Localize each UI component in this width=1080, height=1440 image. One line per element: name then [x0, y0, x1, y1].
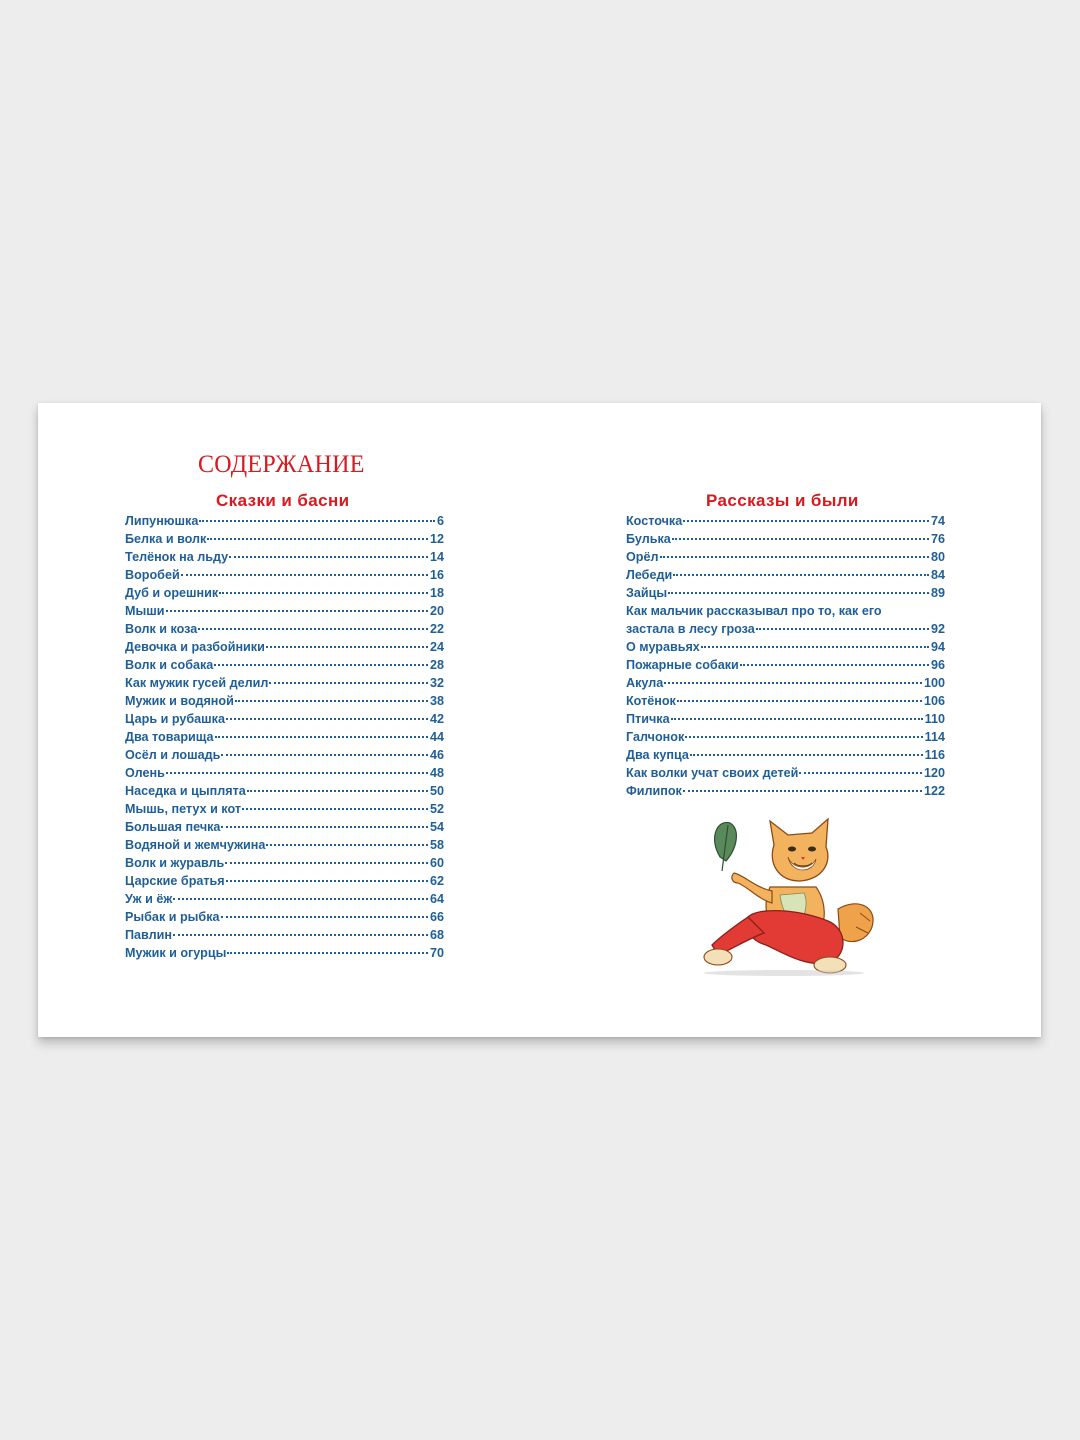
- dot-leader: [269, 681, 428, 684]
- toc-entry-title: Пожарные собаки: [626, 658, 739, 672]
- toc-entry: [626, 512, 945, 530]
- toc-entry-title: Мышь, петух и кот: [125, 802, 241, 816]
- toc-entry-title: Волк и собака: [125, 658, 214, 672]
- toc-entry-title: О муравьях: [626, 640, 700, 654]
- toc-entry: [125, 710, 444, 728]
- dot-leader: [799, 771, 922, 774]
- toc-entry-page: 116: [924, 748, 945, 762]
- toc-entry: [125, 674, 444, 692]
- toc-entry: [125, 656, 444, 674]
- toc-entry: [125, 620, 444, 638]
- dot-leader: [198, 627, 428, 630]
- toc-entry-page: 89: [930, 586, 945, 600]
- toc-entry: [125, 944, 444, 962]
- toc-entry-page: 64: [429, 892, 444, 906]
- toc-entry-title: Большая печка: [125, 820, 221, 834]
- toc-entry-page: 38: [429, 694, 444, 708]
- toc-entry-page: 16: [429, 568, 444, 582]
- toc-entry: [125, 530, 444, 548]
- toc-entry-title: Булька: [626, 532, 671, 546]
- toc-entry: [125, 782, 444, 800]
- toc-entry: [626, 710, 945, 728]
- toc-entry-title: Мужик и водяной: [125, 694, 234, 708]
- toc-entry-page: 92: [930, 622, 945, 636]
- toc-entry-page: 84: [930, 568, 945, 582]
- toc-entry: [626, 530, 945, 548]
- dot-leader: [235, 699, 428, 702]
- cat-illustration: [688, 817, 888, 977]
- dot-leader: [683, 789, 922, 792]
- toc-entry-page: 28: [429, 658, 444, 672]
- toc-entry-title: Липунюшка: [125, 514, 199, 528]
- toc-entry-title: Водяной и жемчужина: [125, 838, 266, 852]
- dot-leader: [756, 627, 929, 630]
- dot-leader: [166, 771, 428, 774]
- section-heading-tales: Сказки и басни: [216, 491, 350, 510]
- toc-entry-page: 60: [429, 856, 444, 870]
- dot-leader: [219, 591, 428, 594]
- toc-entry: [125, 638, 444, 656]
- dot-leader: [215, 735, 428, 738]
- toc-entry-title: Дуб и орешник: [125, 586, 219, 600]
- dot-leader: [226, 717, 428, 720]
- dot-leader: [247, 789, 428, 792]
- toc-entry-title: Как волки учат своих детей: [626, 766, 799, 780]
- toc-entry: [125, 818, 444, 836]
- toc-entry-page: 110: [924, 712, 945, 726]
- dot-leader: [672, 537, 929, 540]
- toc-entry-page: 54: [429, 820, 444, 834]
- dot-leader: [225, 861, 428, 864]
- toc-entry: [626, 566, 945, 584]
- toc-entry: [626, 602, 945, 638]
- toc-entry: [626, 746, 945, 764]
- toc-entry-title: Косточка: [626, 514, 683, 528]
- toc-entry-page: 80: [930, 550, 945, 564]
- toc-entry: [125, 728, 444, 746]
- toc-entry-title: Павлин: [125, 928, 172, 942]
- toc-entry-page: 62: [429, 874, 444, 888]
- toc-entry-page: 122: [923, 784, 945, 798]
- toc-entry-page: 24: [429, 640, 444, 654]
- toc-entry-title: Телёнок на льду: [125, 550, 229, 564]
- toc-entry: [125, 872, 444, 890]
- toc-entry-title: Царские братья: [125, 874, 225, 888]
- dot-leader: [664, 681, 922, 684]
- dot-leader: [673, 573, 929, 576]
- toc-entry-title: застала в лесу гроза: [626, 622, 755, 636]
- toc-entry: [125, 836, 444, 854]
- dot-leader: [166, 609, 428, 612]
- toc-entry-title: Белка и волк: [125, 532, 207, 546]
- dot-leader: [227, 951, 428, 954]
- toc-entry-page: 96: [930, 658, 945, 672]
- book-spread: [38, 403, 1041, 1037]
- dot-leader: [207, 537, 428, 540]
- toc-entry: [125, 764, 444, 782]
- toc-entry-page: 14: [429, 550, 444, 564]
- toc-entry: [125, 584, 444, 602]
- dot-leader: [671, 717, 923, 720]
- toc-entry: [626, 764, 945, 782]
- toc-entry-page: 44: [429, 730, 444, 744]
- toc-entry: [125, 800, 444, 818]
- toc-entry-page: 76: [930, 532, 945, 546]
- toc-entry: [125, 548, 444, 566]
- dot-leader: [229, 555, 428, 558]
- contents-title: СОДЕРЖАНИЕ: [198, 451, 365, 478]
- toc-entry: [626, 656, 945, 674]
- dot-leader: [266, 843, 428, 846]
- dot-leader: [660, 555, 929, 558]
- dot-leader: [701, 645, 929, 648]
- dot-leader: [266, 645, 428, 648]
- toc-entry-title: Как мужик гусей делил: [125, 676, 269, 690]
- toc-entry-title: Котёнок: [626, 694, 676, 708]
- dot-leader: [181, 573, 428, 576]
- dot-leader: [173, 897, 428, 900]
- toc-entry-title: Волк и коза: [125, 622, 198, 636]
- toc-entry: [626, 692, 945, 710]
- toc-entry-page: 18: [429, 586, 444, 600]
- toc-entry-title: Филипок: [626, 784, 682, 798]
- toc-entry-title: Волк и журавль: [125, 856, 225, 870]
- toc-entry-page: 46: [429, 748, 444, 762]
- toc-entry: [125, 512, 444, 530]
- dot-leader: [242, 807, 428, 810]
- toc-entry-page: 6: [436, 514, 444, 528]
- dot-leader: [677, 699, 922, 702]
- toc-entry-page: 66: [429, 910, 444, 924]
- dot-leader: [199, 519, 435, 522]
- toc-entry-page: 94: [930, 640, 945, 654]
- toc-entry: [125, 602, 444, 620]
- toc-entry-page: 42: [429, 712, 444, 726]
- toc-entry-page: 20: [429, 604, 444, 618]
- toc-entry: [626, 548, 945, 566]
- toc-entry-title: Два купца: [626, 748, 689, 762]
- toc-entry-page: 120: [923, 766, 945, 780]
- toc-entry: [626, 638, 945, 656]
- toc-entry-page: 68: [429, 928, 444, 942]
- toc-entry-title: Уж и ёж: [125, 892, 173, 906]
- toc-entry-title: Два товарища: [125, 730, 214, 744]
- toc-entry: [125, 566, 444, 584]
- toc-entry-page: 50: [429, 784, 444, 798]
- toc-entry: [626, 584, 945, 602]
- dot-leader: [740, 663, 929, 666]
- toc-entry-title: Осёл и лошадь: [125, 748, 221, 762]
- toc-entry-page: 48: [429, 766, 444, 780]
- dot-leader: [221, 915, 428, 918]
- toc-entry-title: Лебеди: [626, 568, 673, 582]
- dot-leader: [683, 519, 929, 522]
- toc-entry: [125, 908, 444, 926]
- toc-entry-title: Орёл: [626, 550, 659, 564]
- toc-entry-page: 74: [930, 514, 945, 528]
- toc-entry: [125, 692, 444, 710]
- section-heading-stories: Рассказы и были: [706, 491, 859, 510]
- toc-entry-title-line1: Как мальчик рассказывал про то, как его: [626, 604, 882, 618]
- toc-entry-title: Воробей: [125, 568, 180, 582]
- toc-entry-page: 106: [923, 694, 945, 708]
- toc-entry: [125, 926, 444, 944]
- toc-entry-title: Олень: [125, 766, 165, 780]
- toc-entry: [125, 890, 444, 908]
- toc-entry-title: Мыши: [125, 604, 165, 618]
- dot-leader: [221, 753, 428, 756]
- toc-entry-title: Рыбак и рыбка: [125, 910, 220, 924]
- toc-entry-title: Галчонок: [626, 730, 685, 744]
- dot-leader: [226, 879, 428, 882]
- toc-entry-title: Царь и рубашка: [125, 712, 225, 726]
- toc-entry-page: 22: [429, 622, 444, 636]
- toc-entry-title: Девочка и разбойники: [125, 640, 265, 654]
- toc-entry-page: 70: [429, 946, 444, 960]
- toc-entry: [626, 674, 945, 692]
- toc-entry-title: Наседка и цыплята: [125, 784, 246, 798]
- dot-leader: [173, 933, 428, 936]
- toc-list-tales: [125, 512, 444, 962]
- dot-leader: [685, 735, 922, 738]
- toc-entry-page: 100: [923, 676, 945, 690]
- toc-entry: [626, 782, 945, 800]
- dot-leader: [214, 663, 428, 666]
- toc-entry-page: 32: [429, 676, 444, 690]
- toc-entry-title: Птичка: [626, 712, 670, 726]
- toc-entry-title: Зайцы: [626, 586, 668, 600]
- dot-leader: [668, 591, 929, 594]
- toc-entry: [125, 746, 444, 764]
- toc-entry-page: 12: [429, 532, 444, 546]
- toc-entry-page: 114: [924, 730, 945, 744]
- toc-entry-page: 58: [429, 838, 444, 852]
- toc-entry: [125, 854, 444, 872]
- toc-entry: [626, 728, 945, 746]
- toc-entry-title: Мужик и огурцы: [125, 946, 227, 960]
- toc-list-stories: [626, 512, 945, 800]
- dot-leader: [221, 825, 428, 828]
- toc-entry-title: Акула: [626, 676, 664, 690]
- toc-entry-page: 52: [429, 802, 444, 816]
- dot-leader: [690, 753, 923, 756]
